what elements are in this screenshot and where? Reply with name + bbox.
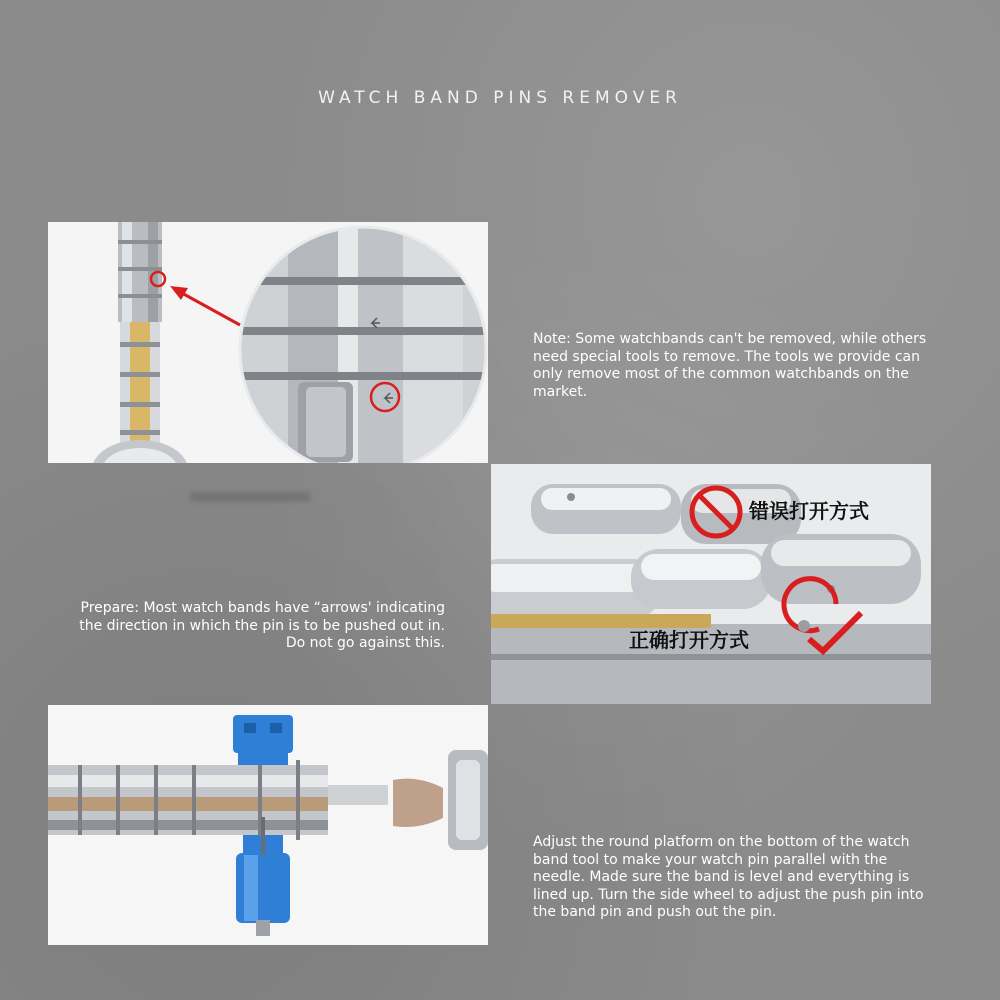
right-method-label: 正确打开方式 <box>629 628 749 652</box>
prepare-caption-line: Do not go against this. <box>285 635 445 651</box>
prepare-caption-line: Prepare: Most watch bands have “arrows' indicating <box>80 600 445 616</box>
direction-comparison-photo <box>491 464 931 704</box>
page-title: WATCH BAND PINS REMOVER <box>318 88 682 108</box>
wrong-method-label: 错误打开方式 <box>749 499 869 523</box>
adjust-caption: Adjust the round platform on the bottom of the watch band tool to make your watch pin parallel with the needle. Made sure the band is level and everything is lined up. Turn the side wheel to adjust the push pin into the band pin and push out the pin. <box>533 834 924 920</box>
band-arrow-photo <box>48 222 488 463</box>
blurred-text-bar <box>190 492 310 502</box>
prepare-caption-line: the direction in which the pin is to be pushed out in. <box>79 617 445 634</box>
prepare-caption <box>30 600 445 653</box>
tool-usage-photo <box>48 705 488 945</box>
note-caption: Note: Some watchbands can't be removed, while others need special tools to remove. The tools we provide can only remove most of the common watchbands on the market. <box>533 331 927 400</box>
